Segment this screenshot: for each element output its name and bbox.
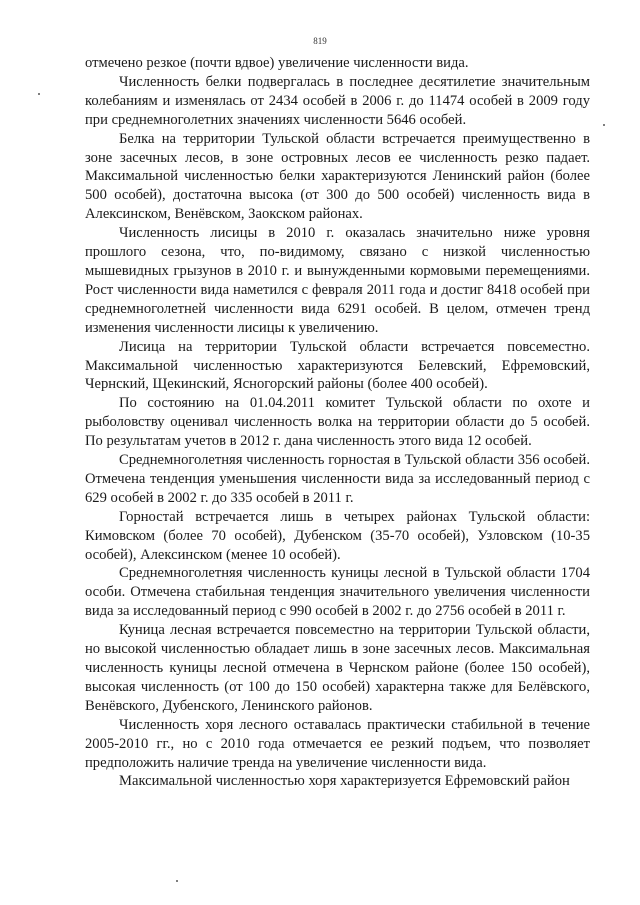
paragraph: Куница лесная встречается повсеместно на территории Тульской области, но высокой численностью обладает лишь в зоне засечных лесов. Максимальная численность куницы лесной отмечена в Чернском районе (более 150 особей), высокая численность (от 100 до 150 особей) характерна также для Белёвского, Венёвского, Дубенского, Ленинского районов. <box>85 622 590 714</box>
paragraph: Численность белки подвергалась в последнее десятилетие значительным колебаниям и изменялась от 2434 особей в 2006 г. до 11474 особей в 2009 году при среднемноголетних значениях численности 5646 особей. <box>85 73 590 128</box>
paragraph: Максимальной численностью хоря характеризуется Ефремовский район <box>119 773 570 790</box>
scan-speck <box>603 124 605 126</box>
paragraph: Лисица на территории Тульской области встречается повсеместно. Максимальной численностью характеризуются Белевский, Ефремовский, Чернский, Щекинский, Ясногорский районы (более 400 особей). <box>85 338 590 393</box>
paragraph: По состоянию на 01.04.2011 комитет Тульской области по охоте и рыболовству оценивал численность волка на территории области до 5 особей. По результатам учетов в 2012 г. дана численность этого вида 12 особей. <box>85 395 590 450</box>
paragraph: Среднемноголетняя численность горностая в Тульской области 356 особей. Отмечена тенденция уменьшения численности вида за исследованный период с 629 особей в 2002 г. до 335 особей в 2011 г. <box>85 452 590 506</box>
paragraph: отмечено резкое (почти вдвое) увеличение численности вида. <box>85 55 469 71</box>
paragraph: Численность лисицы в 2010 г. оказалась значительно ниже уровня прошлого сезона, что, по-видимому, связано с низкой численностью мышевидных грызунов в 2010 г. и вынужденными кормовыми перемещениями. Рост численности вида наметился с февраля 2011 года и достиг 8418 особей при среднемноголетней численности вида 6291 особей. В целом, отмечен тренд изменения численности лисицы к увеличению. <box>85 225 590 336</box>
paragraph: Горностай встречается лишь в четырех районах Тульской области: Кимовском (более 70 особей), Дубенском (35-70 особей), Узловском (10-35 особей), Алексинском (менее 10 особей). <box>85 508 590 563</box>
paragraph: Численность хоря лесного оставалась практически стабильной в течение 2005-2010 гг., но с 2010 года отмечается ее резкий подъем, что позволяет предположить наличие тренда на увеличение численности вида. <box>85 716 590 771</box>
scan-speck <box>176 880 178 882</box>
page-number: 819 <box>313 36 327 46</box>
paragraph: Среднемноголетняя численность куницы лесной в Тульской области 1704 особи. Отмечена стабильная тенденция значительного увеличения численности вида за исследованный период с 990 особей в 2002 г. до 2756 особей в 2011 г. <box>85 565 590 620</box>
paragraph: Белка на территории Тульской области встречается преимущественно в зоне засечных лесов, в зоне островных лесов ее численность резко падает. Максимальной численностью белки характеризуются Ленинский район (более 500 особей), достаточна высока (от 300 до 500 особей) численность вида в Алексинском, Венёвском, Заокском районах. <box>85 130 590 223</box>
scan-speck <box>38 93 40 95</box>
document-body <box>85 54 590 791</box>
